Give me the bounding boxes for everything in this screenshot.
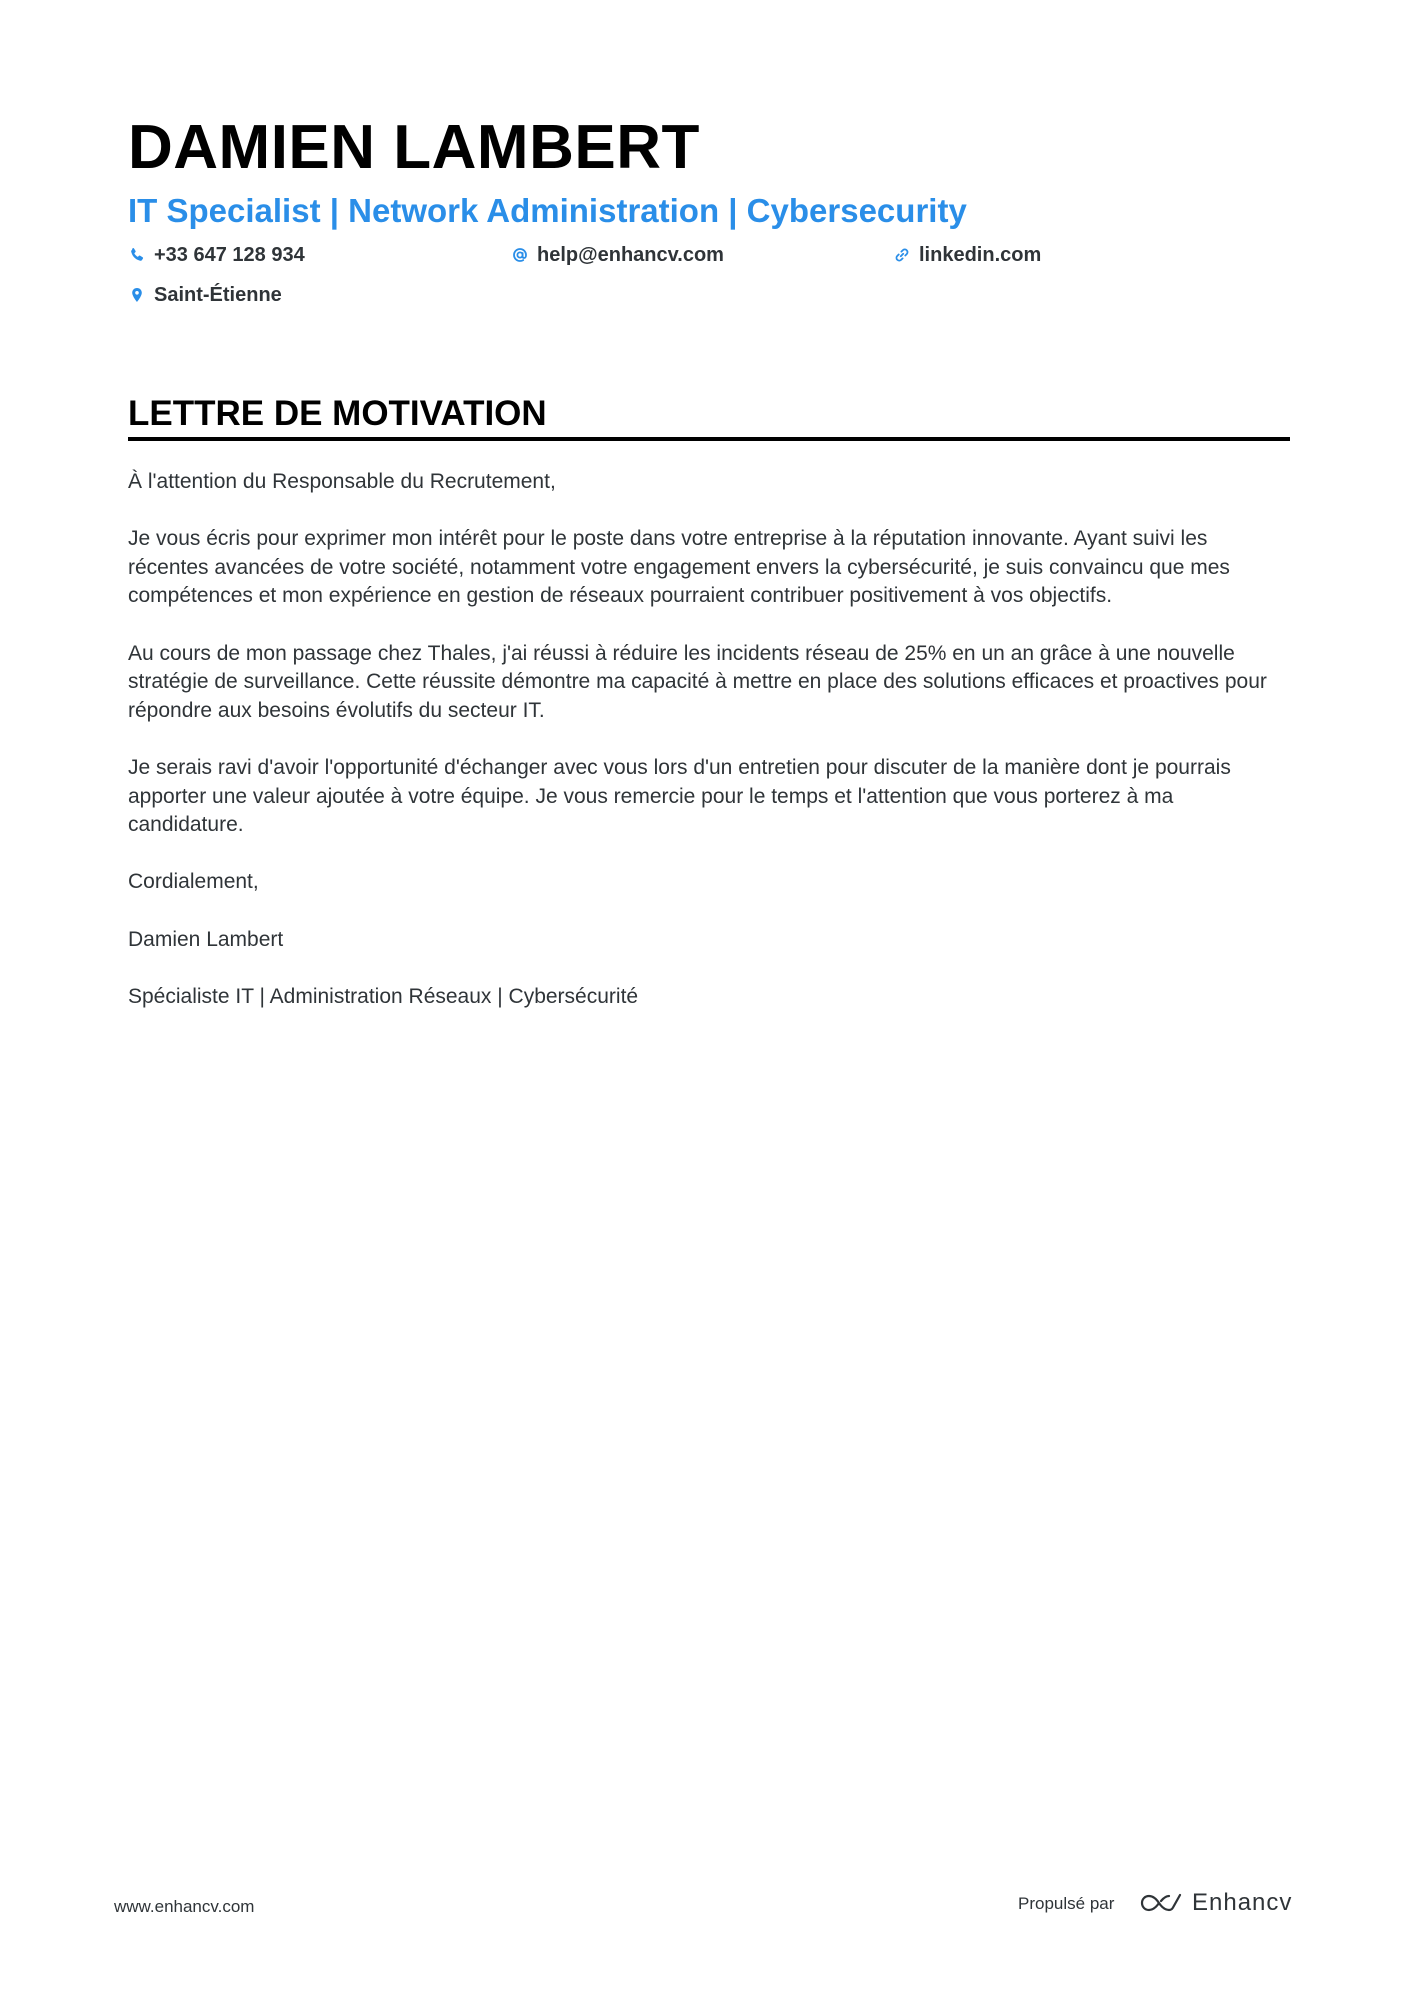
candidate-headline: IT Specialist | Network Administration | Cybersecurity <box>128 192 967 229</box>
contact-phone[interactable] <box>129 241 305 269</box>
footer-brand-name: Enhancv <box>1192 1889 1293 1916</box>
contact-phone-value: +33 647 128 934 <box>154 244 305 266</box>
letter-paragraph: Au cours de mon passage chez Thales, j'ai réussi à réduire les incidents réseau de 25% en un an grâce à une nouvelle stratégie de surveillance. Cette réussite démontre ma capacité à mettre en place des solutions efficaces et proactives pour répondre aux besoins évolutifs du secteur IT. <box>128 641 1267 722</box>
contact-location <box>129 281 282 309</box>
contact-linkedin[interactable] <box>894 241 1041 269</box>
footer-powered-by: Propulsé par <box>1018 1894 1115 1913</box>
phone-icon <box>129 247 145 263</box>
letter-closing: Cordialement, <box>128 870 259 894</box>
footer-brand-logo[interactable] <box>1138 1888 1292 1918</box>
letter-signature-title: Spécialiste IT | Administration Réseaux | Cybersécurité <box>128 984 639 1008</box>
enhancv-logo-icon <box>1138 1890 1184 1916</box>
candidate-name: DAMIEN LAMBERT <box>128 113 700 182</box>
section-title: LETTRE DE MOTIVATION <box>128 394 547 433</box>
contact-email[interactable] <box>512 241 724 269</box>
contact-linkedin-value: linkedin.com <box>919 244 1042 266</box>
location-pin-icon <box>129 287 145 303</box>
section-divider <box>128 437 1290 441</box>
contact-location-value: Saint-Étienne <box>154 284 282 306</box>
at-icon <box>512 247 528 263</box>
letter-paragraph: Je vous écris pour exprimer mon intérêt pour le poste dans votre entreprise à la réputation innovante. Ayant suivi les récentes avancées de votre société, notamment votre engagement envers la cybersécurité, je suis convaincu que mes compétences et mon expérience en gestion de réseaux pourraient contribuer positivement à vos objectifs. <box>128 527 1230 608</box>
letter-paragraph: Je serais ravi d'avoir l'opportunité d'échanger avec vous lors d'un entretien pour discuter de la manière dont je pourrais apporter une valeur ajoutée à votre équipe. Je vous remercie pour le temps et l'attention que vous porterez à ma candidature. <box>128 755 1231 837</box>
letter-body <box>128 468 1290 1040</box>
letter-salutation: À l'attention du Responsable du Recrutement, <box>128 470 556 493</box>
footer-website-link[interactable]: www.enhancv.com <box>114 1897 255 1916</box>
contact-email-value: help@enhancv.com <box>537 244 724 266</box>
link-icon <box>894 247 910 263</box>
letter-signature: Damien Lambert <box>128 927 284 951</box>
